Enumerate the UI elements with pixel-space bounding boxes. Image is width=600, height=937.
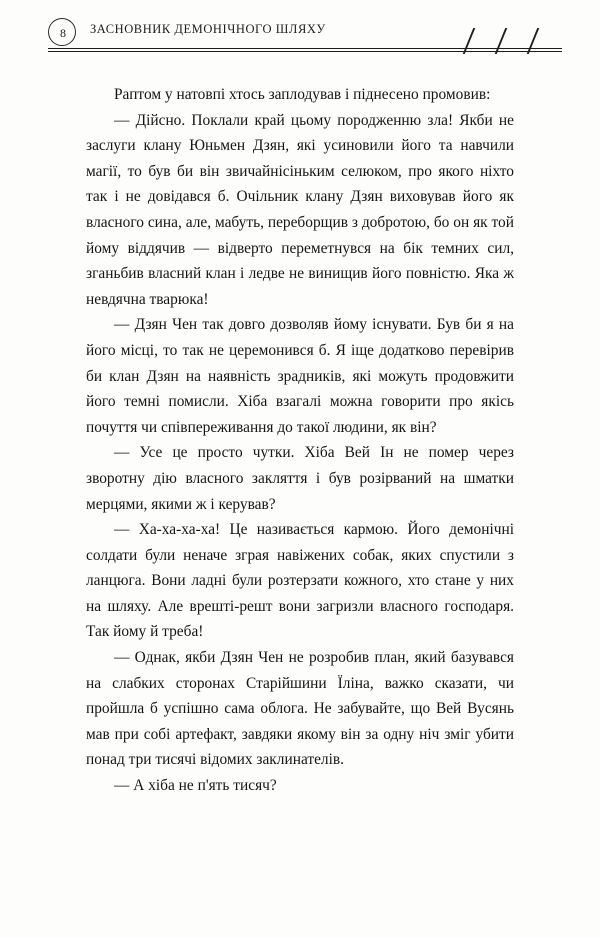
paragraph: — Дійсно. Поклали край цьому породженню зла! Якби не заслуги клану Юньмен Дзян, які усиновили його та навчили магії, то був би він звичайнісіньким селюком, про якого ніхто так і не довідався б. Очільник клану Дзян виховував його як власного сина, але, мабуть, переборщив з добротою, бо он як той йому віддячив — відверто переметнувся на бік темних сил, зганьбив власний клан і ледве не винищив його повністю. Яка ж невдячна тварюка!	[86, 111, 514, 308]
running-title: ЗАСНОВНИК ДЕМОНІЧНОГО ШЛЯХУ	[90, 22, 326, 36]
paragraph: — Дзян Чен так довго дозволяв йому існувати. Був би я на його місці, то так не церемонився б. Я іще додатково перевірив би клан Дзян на наявність зрадників, які можуть продовжити його темні помисли. Хіба взагалі можна говорити про якісь почуття чи співпереживання до такої людини, як він?	[86, 316, 514, 436]
header-rule-line-bottom	[48, 51, 562, 52]
header-rule-line-top	[48, 48, 562, 49]
running-header	[48, 14, 562, 52]
paragraph: — Однак, якби Дзян Чен не розробив план, який базувався на слабких сторонах Старійшини Їліна, важко сказати, чи пройшла б успішно сама облога. Не забувайте, що Вей Вусянь мав при собі артефакт, завдяки якому він за одну ніч зміг убити понад три тисячі відомих заклинателів.	[86, 649, 514, 769]
page-body-text	[86, 82, 514, 799]
paragraph: — Усе це просто чутки. Хіба Вей Ін не помер через зворотну дію власного закляття і був розірваний на шматки мерцями, якими ж і керував?	[86, 444, 514, 513]
paragraph: Раптом у натовпі хтось заплодував і піднесено промовив:	[114, 86, 491, 103]
paragraph: — Ха-ха-ха-ха! Це називається кармою. Його демонічні солдати були неначе зграя навіжених собак, яких спустили з ланцюга. Вони ладні були розтерзати кожного, хто стане у них на шляху. Але врешті-решт вони загризли власного господаря. Так йому й треба!	[86, 521, 514, 641]
page-folio	[48, 18, 78, 48]
paragraph: — А хіба не п'ять тисяч?	[114, 777, 277, 795]
header-rule-decoration	[48, 48, 562, 51]
page-number: 8	[60, 26, 66, 40]
